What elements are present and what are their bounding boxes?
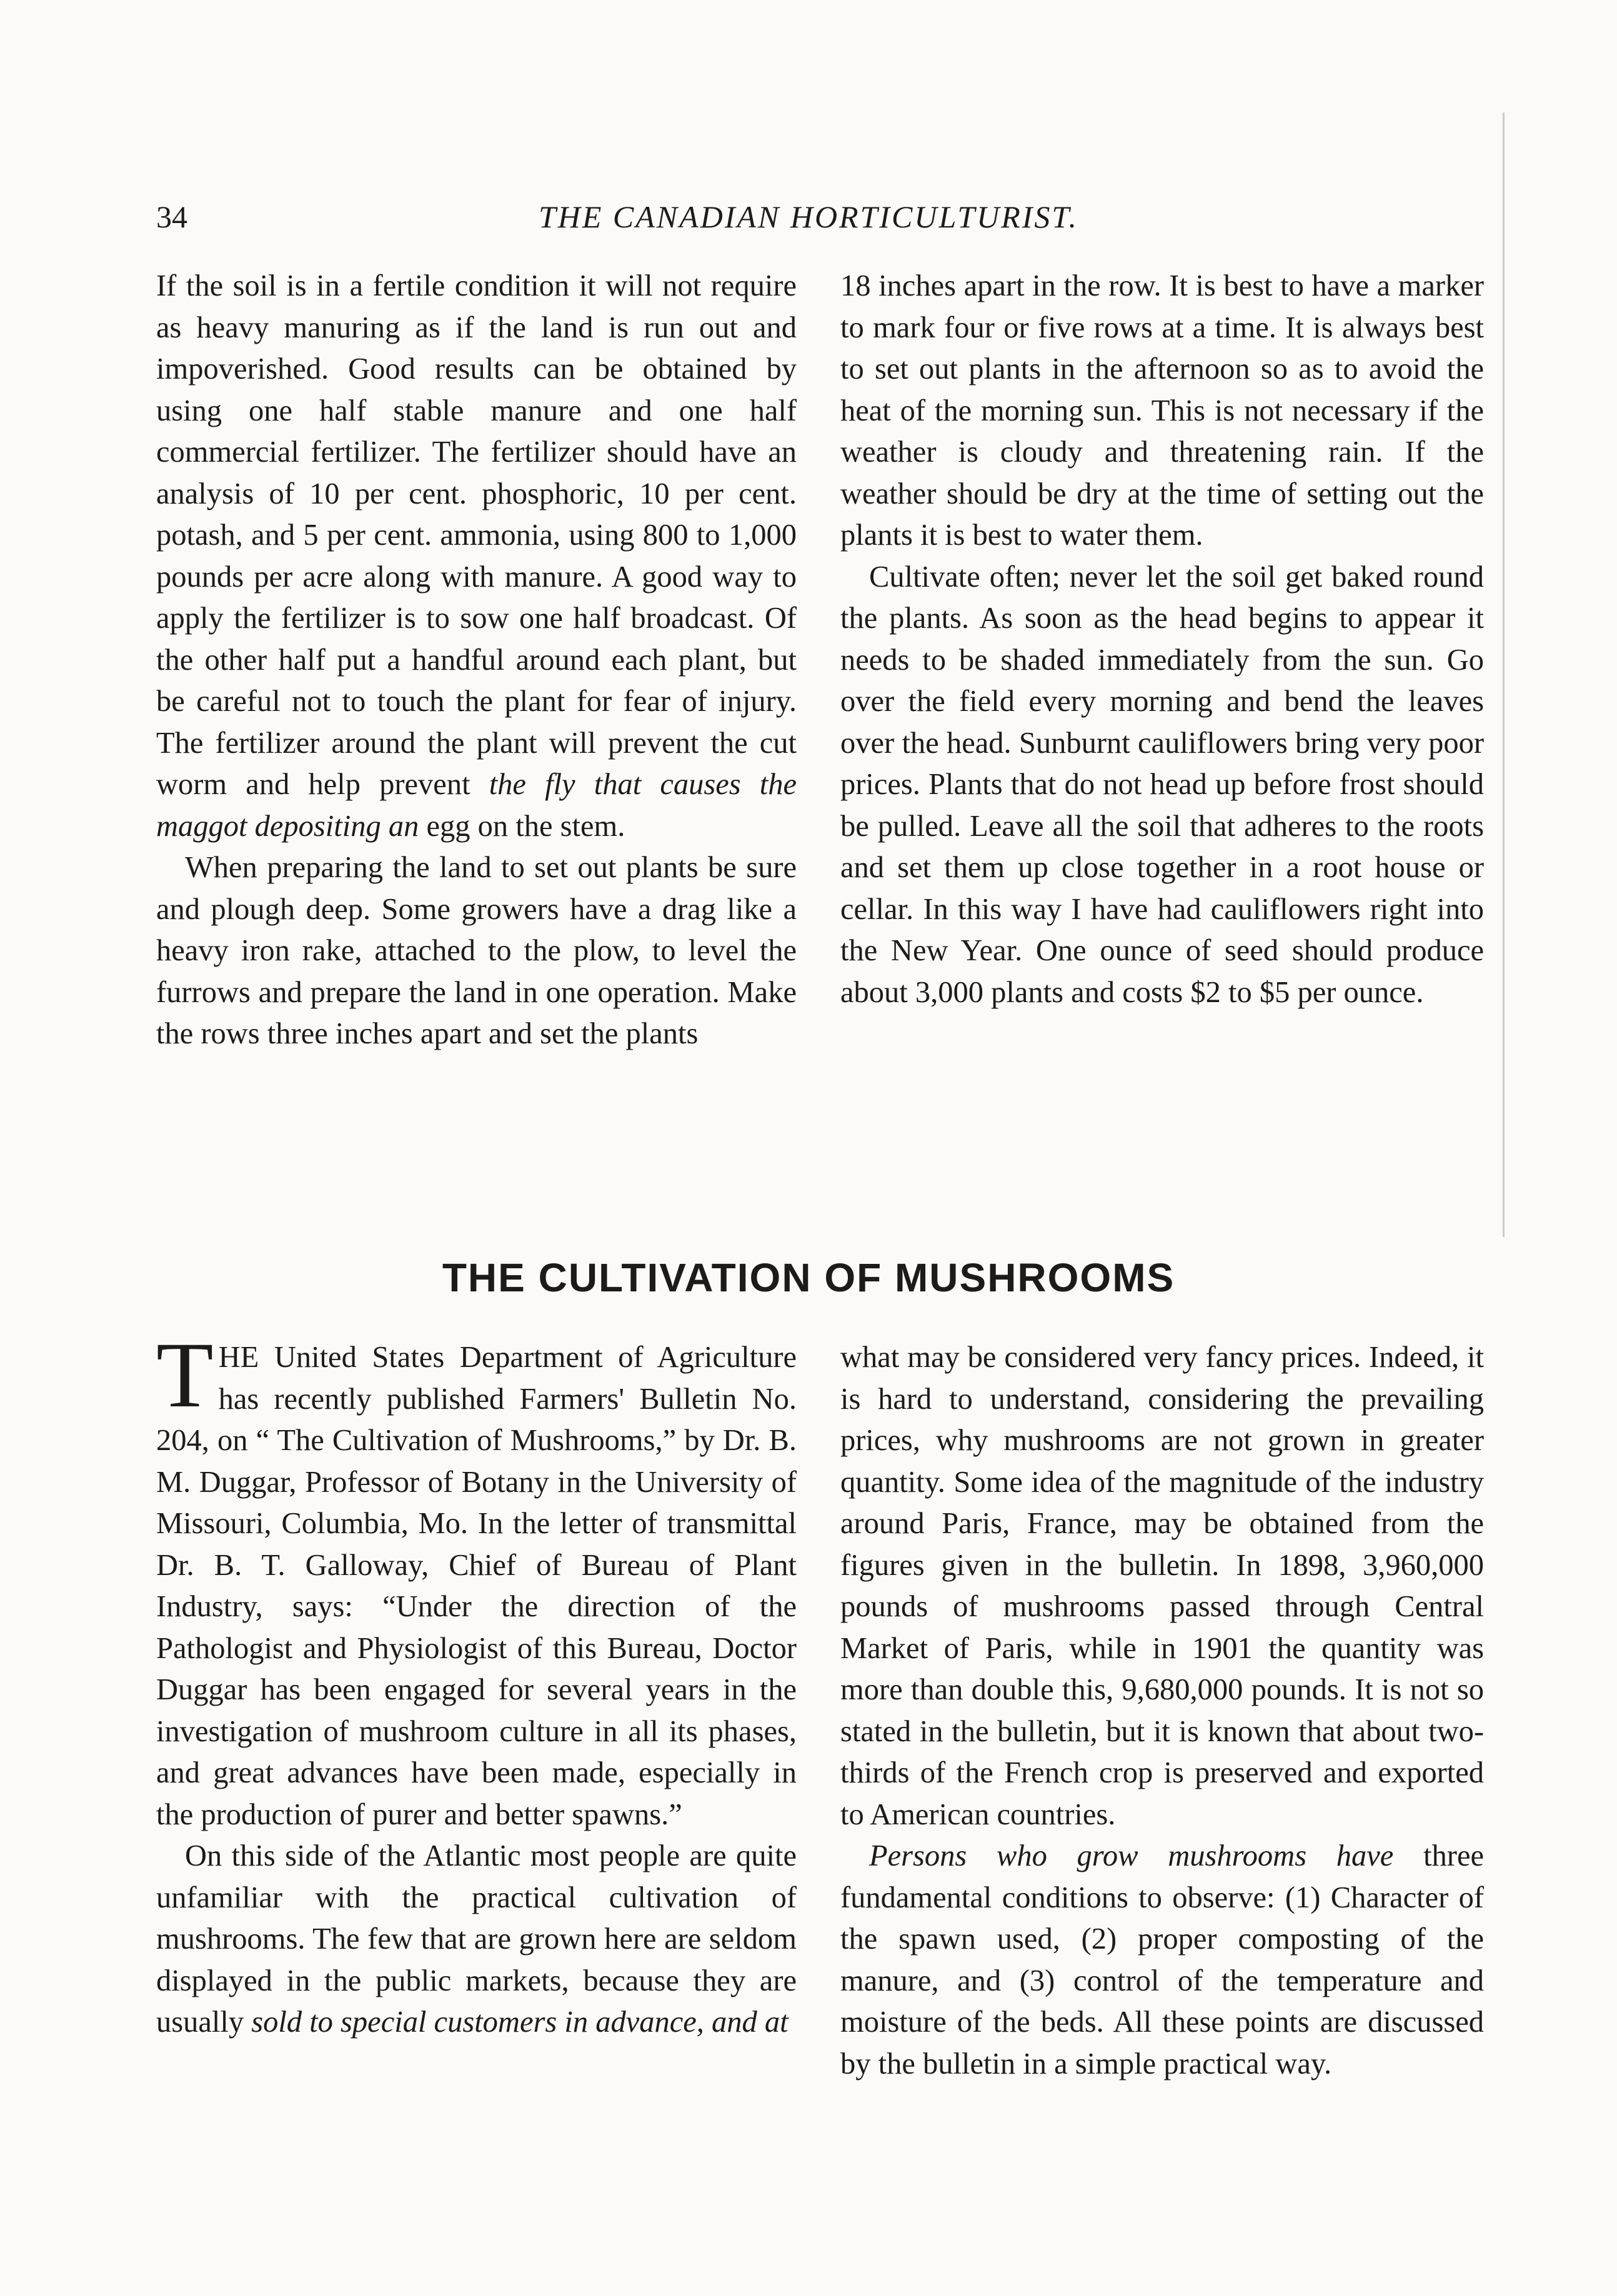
paragraph-text: On this side of the Atlantic most people are quite unfamiliar with the practical cultivation of mushrooms. The few that are grown here are seldom displayed in the public markets, because they are usually [156,1839,797,2039]
column-bottom-right [840,1337,1484,2085]
paragraph: When preparing the land to set out plants be sure and plough deep. Some growers have a drag like a heavy iron rake, attached to the plow, to level the furrows and prepare the land in one operation. Make the rows three inches apart and set the plants [156,851,797,1050]
italic-text: Persons who grow mushrooms have [869,1839,1394,1872]
paragraph [156,1836,797,2044]
page-header [156,199,1461,242]
paragraph: Cultivate often; never let the soil get baked round the plants. As soon as the head begins to appear it needs to be shaded immediately from the sun. Go over the field every morning and bend the leaves over the head. Sunburnt cauliflowers bring very poor prices. Plants that do not head up before frost should be pulled. Leave all the soil that adheres to the roots and set them up close together in a root house or cellar. In this way I have had cauliflowers right into the New Year. One ounce of seed should produce about 3,000 plants and costs $2 to $5 per ounce. [840,560,1484,1009]
paragraph: 18 inches apart in the row. It is best to have a marker to mark four or five rows at a time. It is always best to set out plants in the afternoon so as to avoid the heat of the morning sun. This is not necessary if the weather is cloudy and threatening rain. If the weather should be dry at the time of setting out the plants it is best to water them. [840,269,1484,552]
lead-word: HE [218,1341,259,1374]
paragraph-text: three fundamental conditions to observe: (1) Character of the spawn used, (2) proper composting of the manure, and (3) control of the temperature and moisture of the beds. All these points are discussed by the bulletin in a simple practical way. [840,1839,1484,2080]
italic-text: sold to special customers in advance, and at [251,2005,789,2039]
paragraph [156,1323,797,1836]
running-head: THE CANADIAN HORTICULTURIST. [538,199,1079,234]
paragraph: what may be considered very fancy prices. Indeed, it is hard to understand, considering the prevailing prices, why mushrooms are not grown in greater quantity. Some idea of the magnitude of the industry around Paris, France, may be obtained from the figures given in the bulletin. In 1898, 3,960,000 pounds of mushrooms passed through Central Market of Paris, while in 1901 the quantity was more than double this, 9,680,000 pounds. It is not so stated in the bulletin, but it is known that about two-thirds of the French crop is preserved and exported to American countries. [840,1341,1484,1831]
column-top-left [156,266,797,1055]
paragraph-text: United States Department of Agriculture has recently published Farmers' Bulletin No. 204, on “ The Cultivation of Mushrooms,” by Dr. B. M. Duggar, Professor of Botany in the University of Missouri, Columbia, Mo. In the letter of transmittal Dr. B. T. Galloway, Chief of Bureau of Plant Industry, says: “Under the direction of the Pathologist and Physiologist of this Bureau, Doctor Duggar has been engaged for several years in the investigation of mushroom culture in all its phases, and great advances have been made, especially in the production of purer and better spawns.” [156,1341,797,1831]
italic-text: the fly that causes the maggot depositing an [156,768,797,843]
column-top-right [840,266,1484,1013]
edge-shadow [1503,112,1505,1237]
drop-cap: T [156,1323,214,1427]
section-title: THE CULTIVATION OF MUSHROOMS [442,1255,1175,1300]
column-bottom-left [156,1323,797,2044]
paragraph-text: egg on the stem. [426,809,625,843]
paragraph [840,1836,1484,2085]
paragraph [156,266,797,847]
page-number: 34 [156,199,187,234]
paragraph-text: If the soil is in a fertile condition it will not require as heavy manuring as if the land is run out and impoverished. Good results can be obtained by using one half stable manure and one half commercial fertilizer. The fertilizer should have an analysis of 10 per cent. phosphoric, 10 per cent. potash, and 5 per cent. ammonia, using 800 to 1,000 pounds per acre along with manure. A good way to apply the fertilizer is to sow one half broadcast. Of the other half put a handful around each plant, but be careful not to touch the plant for fear of injury. The fertilizer around the plant will prevent the cut worm and help prevent [156,269,797,801]
